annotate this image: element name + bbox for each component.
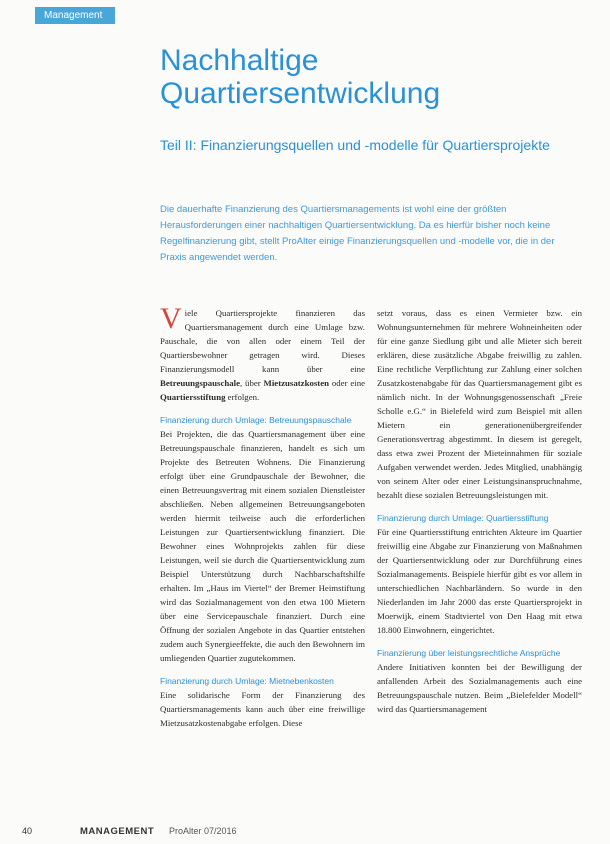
heading-mietnebenkosten: Finanzierung durch Umlage: Mietnebenkosten	[160, 676, 334, 686]
article-subtitle: Teil II: Finanzierungsquellen und -modelle für Quartiersprojekte	[160, 137, 550, 153]
left-column	[160, 302, 366, 730]
article-title: Nachhaltige Quartiersentwicklung	[160, 44, 441, 110]
intro-text: erfolgen.	[225, 392, 260, 402]
term-mietzusatzkosten: Mietzusatzkosten	[263, 378, 330, 388]
term-quartiersstiftung: Quartiersstiftung	[160, 392, 226, 402]
heading-quartiersstiftung: Finanzierung durch Umlage: Quartiersstiftung	[377, 513, 549, 523]
paragraph-leistungsrechtliche-ansprueche: Andere Initiativen konnten bei der Bewilligung der anfallenden Arbeit des Sozialmanagements auch eine Betreuungspauschale nutzen. Beim „Bielefelder Modell“ wird das Quartiersmanagement	[377, 662, 582, 714]
term-betreuungspauschale: Betreuungspauschale	[160, 378, 241, 388]
footer-section: MANAGEMENT	[80, 826, 155, 837]
page-footer	[22, 826, 582, 840]
footer-publication: ProAlter 07/2016	[169, 826, 237, 836]
paragraph-mietnebenkosten-cont: setzt voraus, dass es einen Vermieter bzw. ein Wohnungsunternehmen für mehrere Wohneinheiten oder für eine ganze Siedlung gibt und alle Mieter sich bereit erklären, diese zusätzliche Abgabe freiwillig zu zahlen. Eine rechtliche Verpflichtung zur Zahlung einer solchen Zusatzkostenabgabe für das Quartiersmanagement gibt es nämlich nicht. In der Wohnungsgenossenschaft „Freie Scholle e.G.“ in Bielefeld wird zum Beispiel mit allen Mietern ein generationenübergreifender Generationsvertrag abgestimmt. In diesem ist geregelt, dass etwa zwei Prozent der Mieteinnahmen für soziale Aufgaben verwendet werden. Jedes Mitglied, unabhängig von seinem Alter oder einer Leistungsinanspruchnahme, bezahlt diese sozialen Betreuungsleistungen mit.	[377, 308, 582, 500]
section-tag: Management	[35, 7, 115, 24]
heading-betreuungspauschale: Finanzierung durch Umlage: Betreuungspauschale	[160, 415, 352, 425]
intro-text: iele Quartiersprojekte finanzieren das Quartiersmanagement durch eine Umlage bzw. Pauschale, die von allen oder einem Teil der Quartiersbewohner getragen wird. Dieses Finanzierungsmodell kann über eine	[160, 308, 365, 374]
paragraph-mietnebenkosten: Eine solidarische Form der Finanzierung des Quartiersmanagements kann auch über eine freiwillige Mietzusatzkostenabgabe erfolgen. Diese	[160, 690, 365, 728]
article-lead: Die dauerhafte Finanzierung des Quartiersmanagements ist wohl eine der größten Herausforderungen einer nachhaltigen Quartiersentwicklung. Da es hierfür bisher noch keine Regelfinanzierung gibt, stellt ProAlter einige Finanzierungsquellen und -modelle vor, die in der Praxis angewendet werden.	[160, 204, 555, 263]
paragraph-betreuungspauschale: Bei Projekten, die das Quartiersmanagement über eine Betreuungspauschale finanzieren, handelt es sich um Projekte des Betreuten Wohnens. Die Finanzierung erfolgt über eine Grundpauschale der Bewohner, die einen Betreuungsvertrag mit einem sozialen Dienstleister abschließen. Neben allgemeinen Betreuungsangeboten werden hiermit teilweise auch die erforderlichen Leistungen zur Quartiersentwicklung finanziert. Die Bewohner eines Wohnprojekts zahlen für diese Leistungen, weil sie durch die Quartiersentwicklung zum Beispiel Unterstützung durch Nachbarschaftshilfe erhalten. Im „Haus im Viertel“ der Bremer Heimstiftung wird das Sozialmanagement von den etwa 100 Mietern über eine Servicepauschale finanziert. Durch eine Öffnung der sozialen Angebote in das Quartier entstehen zudem auch Synergieeffekte, die auch den Bewohnern im umliegenden Quartier zugutekommen.	[160, 429, 365, 663]
paragraph-quartiersstiftung: Für eine Quartiersstiftung entrichten Akteure im Quartier freiwillig eine Abgabe zur Finanzierung von Maßnahmen der Quartiersentwicklung oder zur Durchführung eines Sozialmanagements. Beispiele hierfür gibt es vor allem in unterschiedlichen Nachbarländern. So wurde in den Niederlanden im Jahr 2000 das erste Quartiersprojekt in Moerwijk, einem Stadtviertel von Den Haag mit etwa 18.800 Einwohnern, eingerichtet.	[377, 527, 582, 635]
right-column	[377, 306, 582, 716]
drop-cap: V	[160, 302, 182, 335]
intro-text: , über	[240, 378, 264, 388]
heading-leistungsrechtliche-ansprueche: Finanzierung über leistungsrechtliche Ansprüche	[377, 648, 561, 658]
intro-paragraph	[160, 302, 366, 404]
page-number: 40	[22, 826, 33, 836]
intro-text: oder eine	[329, 378, 366, 388]
